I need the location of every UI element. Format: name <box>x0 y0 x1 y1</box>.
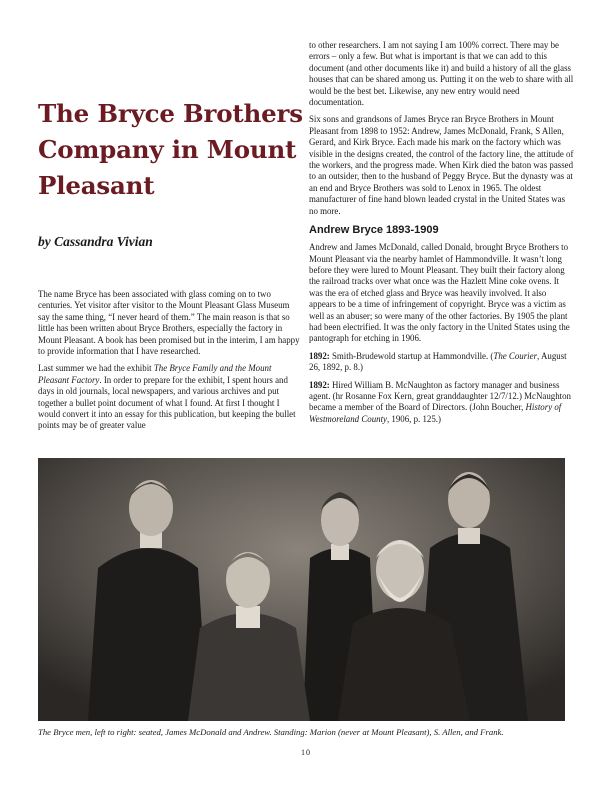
left-column <box>38 289 300 438</box>
timeline-entry <box>309 351 575 374</box>
right-column <box>309 40 575 431</box>
exhibit-text-after: . In order to prepare for the exhibit, I spent hours and days in old journals, local newspapers, and various archives and put together a bullet point document of what I found. At first I thought I would convert it into an essay for this publication, but keeping the bullet points may be of greater value <box>38 374 296 431</box>
andrew-paragraph: Andrew and James McDonald, called Donald, brought Bryce Brothers to Mount Pleasant via the nearby hamlet of Hammondville. It wasn’t long before they were lured to Mount Pleasant. They built their factory along the railroad tracks over what once was the Hazlett Mine coke ovens. It was the era of etched glass and Bryce was heavily involved. It also appears to be a time of infringement of copyright. Bryce was a victim as well as an abuser; so were many of the other factories. By 1905 the plant had been electrified. It was the only factory in the United States using the pantograph for etching in 1906. <box>309 242 570 344</box>
section-heading: Andrew Bryce 1893-1909 <box>309 224 439 237</box>
entry-source: The Courier <box>493 350 538 361</box>
entry-year: 1892: <box>309 379 330 390</box>
timeline-entry <box>309 380 575 426</box>
byline: by Cassandra Vivian <box>38 234 153 249</box>
researchers-paragraph: to other researchers. I am not saying I am 100% correct. There may be errors – only a few. But what is important is that we can add to this document (and other documents like it) and build a history of all the glass houses that can be shared among us. Putting it on the web to share with all would be the best bet. Likewise, any new entry would need documentation. <box>309 40 574 108</box>
entry-text: Smith-Brudewold startup at Hammondville. ( <box>329 350 494 361</box>
entry-year: 1892: <box>309 350 330 361</box>
exhibit-text-before: Last summer we had the exhibit <box>38 363 154 374</box>
exhibit-title: The Bryce Family and the Mount Pleasant Factory <box>38 363 272 385</box>
photo-caption: The Bryce men, left to right: seated, James McDonald and Andrew. Standing: Marion (never at Mount Pleasant), S. Allen, and Frank. <box>38 727 504 737</box>
entry-source: History of Westmoreland County <box>309 402 562 424</box>
exhibit-paragraph <box>38 363 300 431</box>
page-title: The Bryce Brothers Company in Mount Pleasant <box>38 99 303 200</box>
bryce-men-photo <box>38 458 565 721</box>
entry-citation: , August 26, 1892, p. 8.) <box>309 350 567 373</box>
entry-text: Hired William B. McNaughton as factory manager and business agent. (hr Rosanne Fox Kern, great granddaughter 12/7/12.) McNaughton became a member of the Board of Directors. (John Boucher, <box>309 379 571 413</box>
dynasty-paragraph: Six sons and grandsons of James Bryce ran Bryce Brothers in Mount Pleasant from 1898 to 1952: Andrew, James McDonald, Frank, S Allen, Gerard, and Kirk Bryce. Each made his mark on the factory which was visible in the designs created, the control of the factory line, the attitude of the workers, and the progress made. When Kirk died the baton was passed to an outsider, then to the husband of Peggy Bryce. But the dynasty was at an end and Bryce Brothers was sold to Lenox in 1965. The oldest manufacturer of fine hand blown leaded crystal in the United States was no more. <box>309 114 574 216</box>
entry-citation: , 1906, p. 125.) <box>386 413 441 424</box>
intro-paragraph: The name Bryce has been associated with glass coming on to two centuries. Yet visitor after visitor to the Mount Pleasant Glass Museum say the same thing, “I never heard of them.” The main reason is that so little has been written about Bryce Brothers, especially the factory in Mount Pleasant. A book has been promised but in the interim, I am happy to provide information that I have researched. <box>38 289 300 357</box>
page-number: 10 <box>301 748 311 757</box>
